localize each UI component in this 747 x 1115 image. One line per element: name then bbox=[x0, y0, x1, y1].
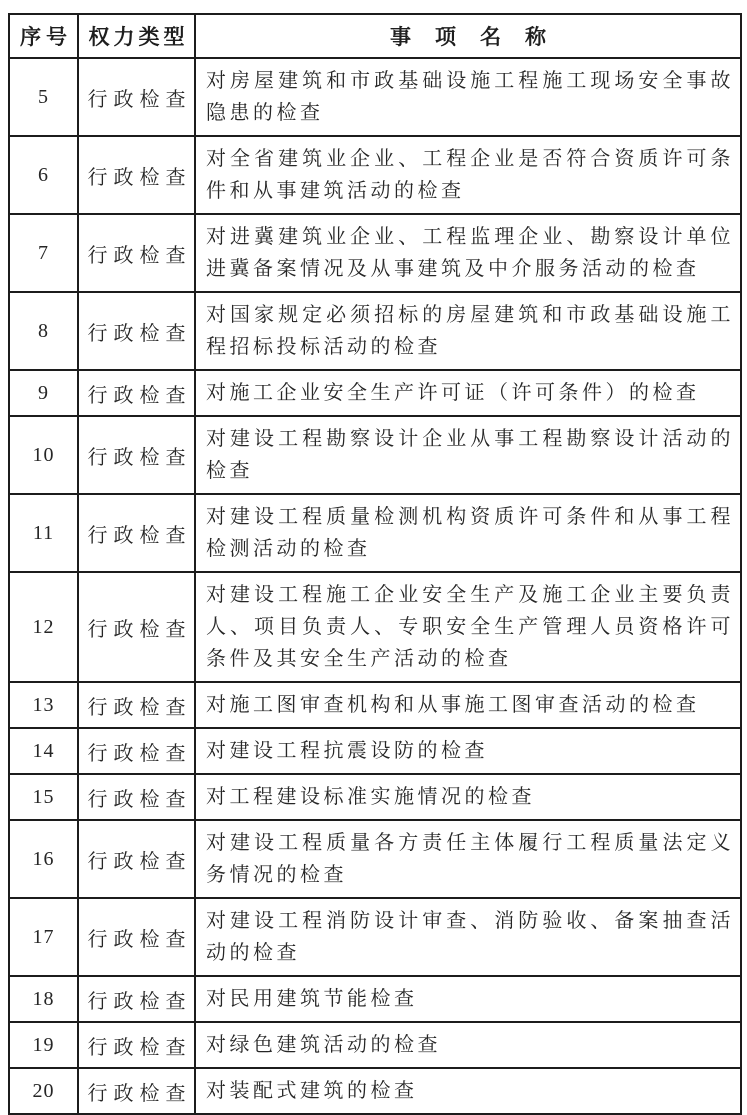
power-type-cell: 行政检查 bbox=[78, 214, 195, 292]
power-type-cell: 行政检查 bbox=[78, 416, 195, 494]
column-header-power-type: 权力类型 bbox=[78, 14, 195, 58]
table-row bbox=[9, 682, 741, 728]
item-name-cell: 对建设工程消防设计审查、消防验收、备案抽查活动的检查 bbox=[195, 898, 741, 976]
item-name-cell: 对民用建筑节能检查 bbox=[195, 976, 741, 1022]
serial-number-cell: 11 bbox=[9, 494, 78, 572]
table-row bbox=[9, 728, 741, 774]
item-name-cell: 对绿色建筑活动的检查 bbox=[195, 1022, 741, 1068]
power-type-cell: 行政检查 bbox=[78, 682, 195, 728]
item-name-cell: 对进冀建筑业企业、工程监理企业、勘察设计单位进冀备案情况及从事建筑及中介服务活动的检查 bbox=[195, 214, 741, 292]
item-name-cell: 对全省建筑业企业、工程企业是否符合资质许可条件和从事建筑活动的检查 bbox=[195, 136, 741, 214]
serial-number-cell: 18 bbox=[9, 976, 78, 1022]
serial-number-cell: 6 bbox=[9, 136, 78, 214]
item-name-cell: 对建设工程质量各方责任主体履行工程质量法定义务情况的检查 bbox=[195, 820, 741, 898]
serial-number-cell: 7 bbox=[9, 214, 78, 292]
table-row bbox=[9, 136, 741, 214]
table-row bbox=[9, 774, 741, 820]
serial-number-cell: 20 bbox=[9, 1068, 78, 1114]
table-row bbox=[9, 58, 741, 136]
column-header-serial-number: 序号 bbox=[9, 14, 78, 58]
power-type-cell: 行政检查 bbox=[78, 494, 195, 572]
power-type-cell: 行政检查 bbox=[78, 728, 195, 774]
table-body bbox=[9, 58, 741, 1114]
table-row bbox=[9, 820, 741, 898]
serial-number-cell: 19 bbox=[9, 1022, 78, 1068]
item-name-cell: 对国家规定必须招标的房屋建筑和市政基础设施工程招标投标活动的检查 bbox=[195, 292, 741, 370]
power-type-cell: 行政检查 bbox=[78, 898, 195, 976]
table-row bbox=[9, 898, 741, 976]
serial-number-cell: 15 bbox=[9, 774, 78, 820]
serial-number-cell: 10 bbox=[9, 416, 78, 494]
serial-number-cell: 17 bbox=[9, 898, 78, 976]
table-row bbox=[9, 370, 741, 416]
header-row bbox=[9, 14, 741, 58]
table-row bbox=[9, 214, 741, 292]
power-type-cell: 行政检查 bbox=[78, 820, 195, 898]
item-name-cell: 对房屋建筑和市政基础设施工程施工现场安全事故隐患的检查 bbox=[195, 58, 741, 136]
table-row bbox=[9, 1022, 741, 1068]
item-name-cell: 对施工企业安全生产许可证（许可条件）的检查 bbox=[195, 370, 741, 416]
power-type-cell: 行政检查 bbox=[78, 370, 195, 416]
administrative-power-table bbox=[8, 13, 742, 1115]
table-row bbox=[9, 572, 741, 682]
power-type-cell: 行政检查 bbox=[78, 136, 195, 214]
table-row bbox=[9, 494, 741, 572]
power-type-cell: 行政检查 bbox=[78, 572, 195, 682]
table-row bbox=[9, 976, 741, 1022]
power-type-cell: 行政检查 bbox=[78, 774, 195, 820]
serial-number-cell: 5 bbox=[9, 58, 78, 136]
power-type-cell: 行政检查 bbox=[78, 292, 195, 370]
table-row bbox=[9, 1068, 741, 1114]
item-name-cell: 对建设工程勘察设计企业从事工程勘察设计活动的检查 bbox=[195, 416, 741, 494]
item-name-cell: 对建设工程施工企业安全生产及施工企业主要负责人、项目负责人、专职安全生产管理人员资格许可条件及其安全生产活动的检查 bbox=[195, 572, 741, 682]
power-type-cell: 行政检查 bbox=[78, 58, 195, 136]
table-row bbox=[9, 416, 741, 494]
serial-number-cell: 16 bbox=[9, 820, 78, 898]
item-name-cell: 对工程建设标准实施情况的检查 bbox=[195, 774, 741, 820]
serial-number-cell: 14 bbox=[9, 728, 78, 774]
serial-number-cell: 8 bbox=[9, 292, 78, 370]
serial-number-cell: 13 bbox=[9, 682, 78, 728]
item-name-cell: 对装配式建筑的检查 bbox=[195, 1068, 741, 1114]
table-header bbox=[9, 14, 741, 58]
table-row bbox=[9, 292, 741, 370]
column-header-item-name: 事项名称 bbox=[195, 14, 741, 58]
item-name-cell: 对建设工程抗震设防的检查 bbox=[195, 728, 741, 774]
power-type-cell: 行政检查 bbox=[78, 1068, 195, 1114]
serial-number-cell: 9 bbox=[9, 370, 78, 416]
serial-number-cell: 12 bbox=[9, 572, 78, 682]
item-name-cell: 对施工图审查机构和从事施工图审查活动的检查 bbox=[195, 682, 741, 728]
power-type-cell: 行政检查 bbox=[78, 976, 195, 1022]
power-type-cell: 行政检查 bbox=[78, 1022, 195, 1068]
item-name-cell: 对建设工程质量检测机构资质许可条件和从事工程检测活动的检查 bbox=[195, 494, 741, 572]
